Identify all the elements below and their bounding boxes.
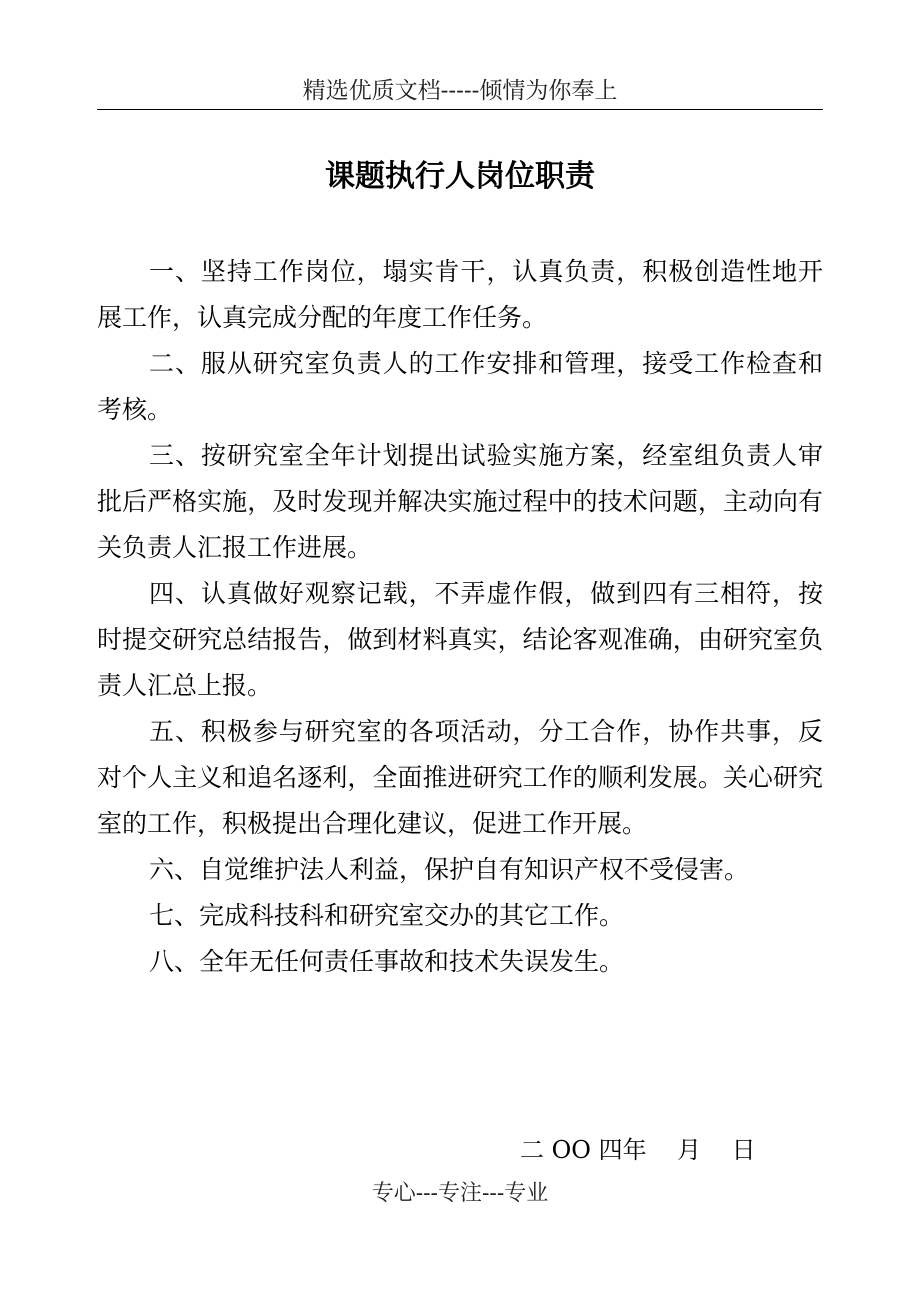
paragraph-1: 一、坚持工作岗位，塌实肯干，认真负责，积极创造性地开展工作，认真完成分配的年度工作任务。 (97, 257, 823, 332)
page-footer-text: 专心---专注---专业 (371, 1181, 549, 1206)
paragraph-6: 六、自觉维护法人利益，保护自有知识产权不受侵害。 (149, 855, 750, 884)
page-header-text: 精选优质文档-----倾情为你奉上 (302, 78, 618, 104)
document-body (97, 249, 823, 985)
paragraph-4: 四、认真做好观察记载，不弄虚作假，做到四有三相符，按时提交研究总结报告，做到材料真实，结论客观准确，由研究室负责人汇总上报。 (97, 579, 823, 700)
document-date: 二 OO 四年 月 日 (520, 1136, 756, 1164)
document-title: 课题执行人岗位职责 (325, 159, 595, 194)
paragraph-3: 三、按研究室全年计划提出试验实施方案，经室组负责人审批后严格实施，及时发现并解决实施过程中的技术问题，主动向有关负责人汇报工作进展。 (97, 441, 823, 562)
paragraph-2: 二、服从研究室负责人的工作安排和管理，接受工作检查和考核。 (97, 349, 823, 424)
paragraph-8: 八、全年无任何责任事故和技术失误发生。 (149, 947, 625, 976)
page-footer (0, 1174, 920, 1214)
paragraph-7: 七、完成科技科和研究室交办的其它工作。 (149, 901, 625, 930)
paragraph-5: 五、积极参与研究室的各项活动，分工合作，协作共事，反对个人主义和追名逐利，全面推进研究工作的顺利发展。关心研究室的工作，积极提出合理化建议，促进工作开展。 (97, 717, 823, 838)
page-header (97, 74, 823, 110)
